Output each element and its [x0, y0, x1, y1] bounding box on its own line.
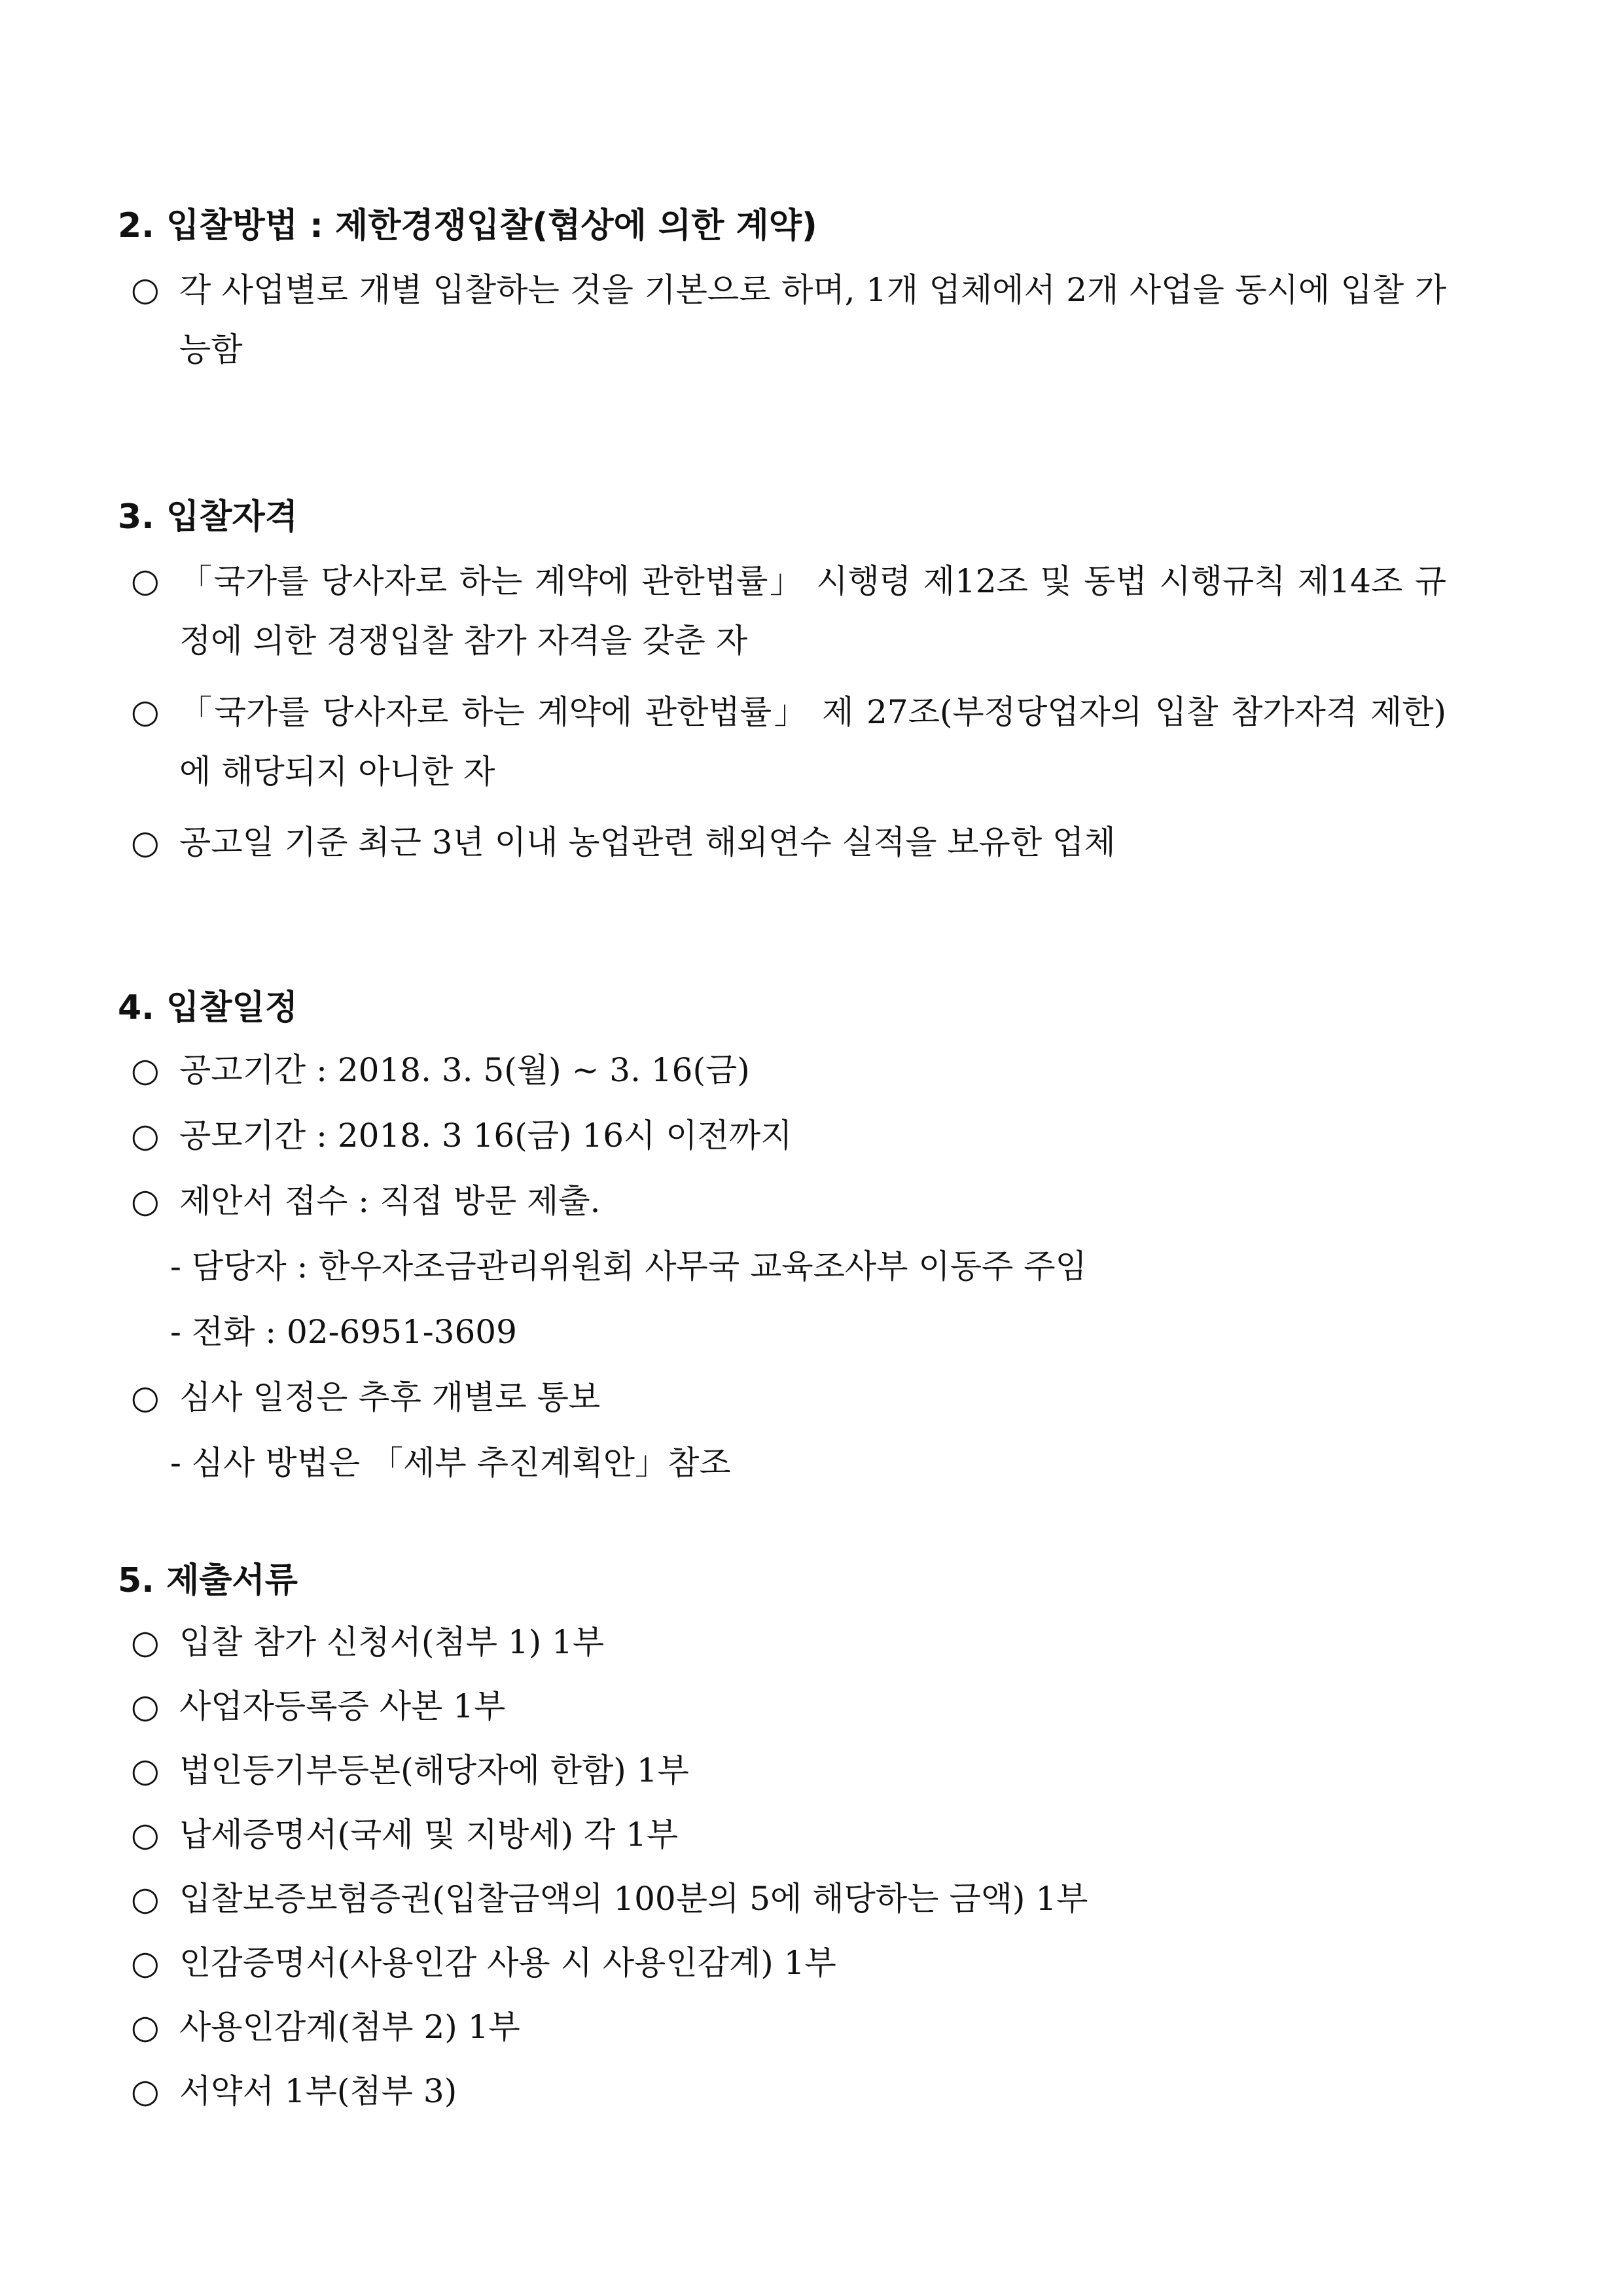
section-heading: 2. 입찰방법 : 제한경쟁입찰(협상에 의한 계약) [118, 206, 817, 245]
list-item: ○ 인감증명서(사용인감 사용 시 사용인감계) 1부 [118, 1931, 1446, 1995]
list-item: ○ 사용인감계(첨부 2) 1부 [118, 1995, 1446, 2059]
list-item: ○ 공고일 기준 최근 3년 이내 농업관련 해외연수 실적을 보유한 업체 [118, 814, 1446, 871]
circle-bullet-icon: ○ [131, 562, 160, 600]
list-item: ○ 입찰보증보험증권(입찰금액의 100분의 5에 해당하는 금액) 1부 [118, 1867, 1446, 1931]
section-heading: 5. 제출서류 [118, 1561, 298, 1600]
circle-bullet-icon: ○ [131, 2072, 160, 2110]
circle-bullet-icon: ○ [131, 1182, 160, 1220]
section-bidding-method [118, 206, 1446, 380]
circle-bullet-icon: ○ [131, 1117, 160, 1155]
list-item: ○ 공고기간 : 2018. 3. 5(월) ~ 3. 16(금) [118, 1037, 1446, 1103]
circle-bullet-icon: ○ [131, 823, 160, 861]
circle-bullet-icon: ○ [131, 692, 160, 730]
list-item: ○ 납세증명서(국세 및 지방세) 각 1부 [118, 1803, 1446, 1867]
circle-bullet-icon: ○ [131, 1751, 160, 1789]
section-heading: 4. 입찰일정 [118, 988, 298, 1028]
list-item: ○ 「국가를 당사자로 하는 계약에 관한법률」 시행령 제12조 및 동법 시행규칙 제14조 규정에 의한 경쟁입찰 참가 자격을 갖춘 자 [118, 552, 1446, 671]
list-item: ○ 제안서 접수 : 직접 방문 제출. [118, 1168, 1446, 1234]
circle-bullet-icon: ○ [131, 1623, 160, 1661]
list-item: ○ 「국가를 당사자로 하는 계약에 관한법률」 제 27조(부정당업자의 입찰 참가자격 제한)에 해당되지 아니한 자 [118, 683, 1446, 802]
sub-item-phone: - 전화 : 02-6951-3609 [170, 1313, 517, 1351]
list-item: ○ 심사 일정은 추후 개별로 통보 [118, 1365, 1446, 1430]
sub-item-review-method: - 심사 방법은 「세부 추진계획안」참조 [170, 1444, 731, 1482]
circle-bullet-icon: ○ [131, 1687, 160, 1725]
section-qualification [118, 497, 1446, 871]
section-schedule [118, 988, 1446, 1496]
circle-bullet-icon: ○ [131, 2008, 160, 2046]
circle-bullet-icon: ○ [131, 1944, 160, 1982]
list-item: ○ 각 사업별로 개별 입찰하는 것을 기본으로 하며, 1개 업체에서 2개 사업을 동시에 입찰 가능함 [118, 260, 1446, 380]
circle-bullet-icon: ○ [131, 270, 160, 308]
list-item: ○ 법인등기부등본(해당자에 한함) 1부 [118, 1738, 1446, 1803]
list-item: ○ 입찰 참가 신청서(첨부 1) 1부 [118, 1610, 1446, 1674]
section-documents [118, 1561, 1446, 2123]
sub-item-contact-person: - 담당자 : 한우자조금관리위원회 사무국 교육조사부 이동주 주임 [170, 1247, 1087, 1285]
list-item: ○ 사업자등록증 사본 1부 [118, 1674, 1446, 1738]
circle-bullet-icon: ○ [131, 1880, 160, 1918]
circle-bullet-icon: ○ [131, 1051, 160, 1089]
circle-bullet-icon: ○ [131, 1378, 160, 1416]
circle-bullet-icon: ○ [131, 1816, 160, 1854]
list-item: ○ 공모기간 : 2018. 3 16(금) 16시 이전까지 [118, 1103, 1446, 1168]
section-heading: 3. 입찰자격 [118, 497, 298, 537]
list-item: ○ 서약서 1부(첨부 3) [118, 2059, 1446, 2123]
